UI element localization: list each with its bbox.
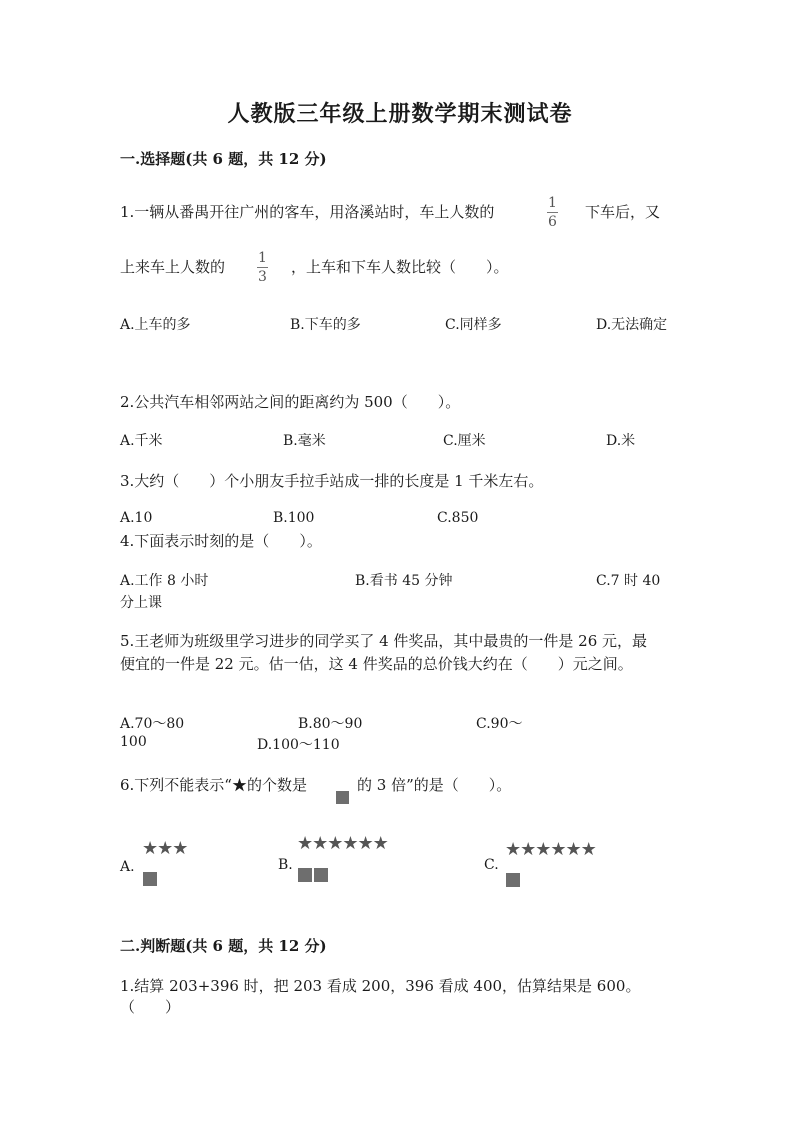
square-icon <box>506 873 520 887</box>
question-1-line-2a: 上来车上人数的 <box>120 258 226 276</box>
q2-option-a[interactable]: A.千米 <box>120 433 163 449</box>
q6-option-b-stars: ★★★★★★ <box>297 833 388 854</box>
square-icon <box>298 868 312 882</box>
q4-option-a[interactable]: A.工作 8 小时 <box>120 573 209 589</box>
question-2-text: 2.公共汽车相邻两站之间的距离约为 500（ ）。 <box>120 393 461 411</box>
q6-option-c-squares <box>506 872 522 891</box>
q1-option-c[interactable]: C.同样多 <box>445 317 502 333</box>
square-icon <box>336 791 349 804</box>
q3-option-a[interactable]: A.10 <box>120 510 153 526</box>
q6-option-b-label[interactable]: B. <box>278 857 293 873</box>
q4-option-c[interactable]: C.7 时 40 <box>596 573 661 589</box>
question-5-line-2: 便宜的一件是 22 元。估一估，这 4 件奖品的总价钱大约在（ ）元之间。 <box>120 655 633 673</box>
square-icon <box>143 872 157 886</box>
fraction-denominator: 6 <box>548 214 557 230</box>
judgement-1-text: 1.结算 203+396 时，把 203 看成 200，396 看成 400，估算结果是 600。 <box>120 977 641 995</box>
q5-option-c-wrap: 100 <box>120 734 147 750</box>
q6-option-a-squares <box>143 871 159 890</box>
section-2-heading: 二.判断题(共 6 题，共 12 分) <box>120 937 327 955</box>
question-3-text: 3.大约（ ）个小朋友手拉手站成一排的长度是 1 千米左右。 <box>120 472 544 490</box>
question-6-text-a: 6.下列不能表示“★的个数是 <box>120 776 307 794</box>
question-1-line-1a: 1.一辆从番禺开往广州的客车，用洛溪站时，车上人数的 <box>120 203 495 221</box>
q3-option-b[interactable]: B.100 <box>273 510 315 526</box>
q6-option-a-label[interactable]: A. <box>120 859 135 875</box>
q5-option-c[interactable]: C.90～ <box>476 716 523 732</box>
fraction-bar <box>257 267 268 268</box>
fraction-one-sixth <box>547 196 558 229</box>
q6-option-c-label[interactable]: C. <box>484 857 499 873</box>
q2-option-b[interactable]: B.毫米 <box>283 433 326 449</box>
fraction-bar <box>547 212 558 213</box>
question-1-line-2b: ，上车和下车人数比较（ ）。 <box>291 258 509 276</box>
fraction-one-third <box>257 251 268 284</box>
q4-option-b[interactable]: B.看书 45 分钟 <box>355 573 453 589</box>
section-1-heading: 一.选择题(共 6 题，共 12 分) <box>120 150 327 168</box>
q3-option-c[interactable]: C.850 <box>437 510 479 526</box>
fraction-numerator: 1 <box>258 250 267 266</box>
q2-option-c[interactable]: C.厘米 <box>443 433 486 449</box>
q1-option-a[interactable]: A.上车的多 <box>120 317 191 333</box>
fraction-numerator: 1 <box>548 195 557 211</box>
q6-option-c-stars: ★★★★★★ <box>505 839 596 860</box>
question-4-text: 4.下面表示时刻的是（ ）。 <box>120 532 322 550</box>
q5-option-a[interactable]: A.70～80 <box>120 716 185 732</box>
judgement-1-answer-blank[interactable]: （ ） <box>120 998 181 1016</box>
q1-option-d[interactable]: D.无法确定 <box>596 317 668 333</box>
q6-option-b-squares <box>298 867 330 886</box>
q1-option-b[interactable]: B.下车的多 <box>290 317 361 333</box>
q5-option-d[interactable]: D.100～110 <box>257 737 340 753</box>
page-title: 人教版三年级上册数学期末测试卷 <box>227 101 573 127</box>
q2-option-d[interactable]: D.米 <box>606 433 636 449</box>
q6-option-a-stars: ★★★ <box>142 838 188 859</box>
question-5-line-1: 5.王老师为班级里学习进步的同学买了 4 件奖品，其中最贵的一件是 26 元，最 <box>120 632 648 650</box>
question-6-text-b: 的 3 倍”的是（ ）。 <box>357 776 512 794</box>
q4-option-c-wrap: 分上课 <box>120 595 162 611</box>
square-icon <box>314 868 328 882</box>
q5-option-b[interactable]: B.80～90 <box>298 716 363 732</box>
fraction-denominator: 3 <box>258 269 267 285</box>
question-1-line-1b: 下车后，又 <box>585 203 661 221</box>
